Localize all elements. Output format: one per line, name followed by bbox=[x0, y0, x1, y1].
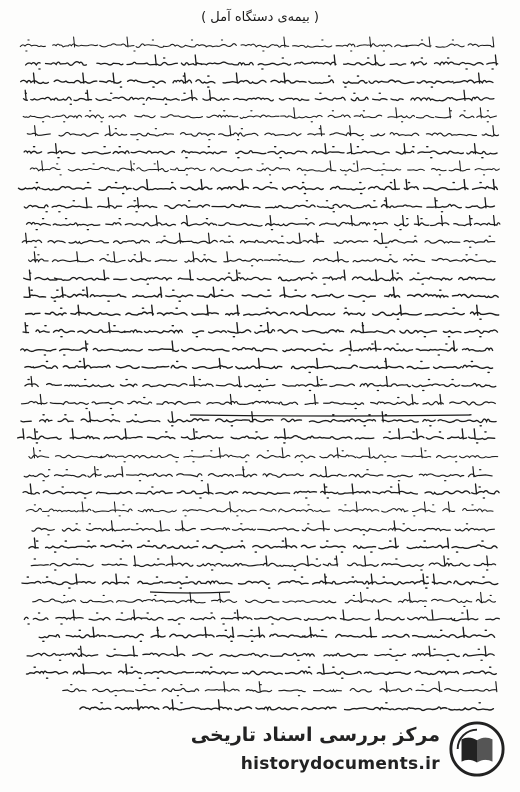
underline-mark bbox=[190, 415, 470, 416]
handwritten-line bbox=[23, 323, 497, 337]
handwritten-line bbox=[30, 161, 499, 175]
handwritten-line bbox=[27, 216, 500, 230]
handwritten-line bbox=[26, 55, 498, 69]
handwritten-stroke bbox=[80, 700, 494, 711]
handwritten-line bbox=[29, 252, 496, 266]
handwritten-stroke bbox=[39, 627, 494, 641]
handwritten-stroke bbox=[31, 556, 495, 570]
handwritten-stroke bbox=[29, 538, 497, 552]
handwritten-stroke bbox=[27, 664, 497, 678]
handwritten-line bbox=[32, 521, 494, 535]
handwritten-stroke bbox=[19, 180, 498, 194]
handwritten-line bbox=[21, 412, 496, 426]
handwritten-stroke bbox=[26, 502, 493, 516]
handwritten-stroke bbox=[24, 144, 497, 158]
handwritten-stroke bbox=[22, 395, 496, 409]
handwritten-line bbox=[23, 484, 499, 498]
handwritten-line bbox=[21, 73, 493, 87]
handwritten-stroke bbox=[20, 37, 494, 51]
handwritten-line bbox=[25, 358, 493, 372]
handwritten-stroke bbox=[27, 126, 498, 140]
handwritten-stroke bbox=[27, 216, 500, 230]
handwritten-line bbox=[24, 270, 495, 284]
handwritten-stroke bbox=[21, 341, 493, 355]
handwritten-stroke bbox=[25, 358, 493, 372]
handwritten-stroke bbox=[29, 252, 496, 266]
handwritten-line bbox=[80, 700, 494, 711]
handwritten-line bbox=[24, 610, 499, 624]
handwritten-stroke bbox=[24, 287, 498, 301]
archive-watermark bbox=[190, 718, 512, 782]
handwritten-stroke bbox=[30, 161, 499, 175]
handwritten-line bbox=[20, 37, 494, 51]
handwritten-stroke bbox=[26, 55, 498, 69]
handwritten-stroke bbox=[23, 108, 496, 122]
handwritten-stroke bbox=[29, 448, 498, 462]
handwritten-stroke bbox=[22, 574, 498, 588]
handwritten-line bbox=[24, 90, 494, 104]
handwritten-line bbox=[24, 287, 498, 301]
handwritten-stroke bbox=[27, 646, 494, 660]
handwritten-stroke bbox=[18, 429, 495, 443]
handwritten-line bbox=[22, 574, 498, 588]
handwritten-stroke bbox=[24, 467, 492, 481]
handwritten-line bbox=[39, 627, 494, 641]
archive-url: historydocuments.ir bbox=[240, 754, 440, 774]
handwritten-line bbox=[27, 646, 494, 660]
archive-name: مرکز بررسی اسناد تاریخی bbox=[190, 724, 440, 746]
document-title: ( بیمه‌ی دستگاه آمل ) bbox=[201, 10, 319, 25]
handwritten-line bbox=[29, 448, 498, 462]
handwritten-stroke bbox=[21, 412, 496, 426]
handwritten-line bbox=[22, 233, 494, 247]
handwritten-line bbox=[23, 108, 496, 122]
handwritten-line bbox=[29, 538, 497, 552]
handwritten-stroke bbox=[24, 270, 495, 284]
book-emblem-icon bbox=[448, 720, 506, 778]
handwritten-stroke bbox=[26, 305, 499, 319]
handwritten-line bbox=[24, 467, 492, 481]
handwritten-line bbox=[25, 377, 496, 391]
handwritten-line bbox=[22, 395, 496, 409]
handwritten-line bbox=[24, 198, 494, 212]
handwritten-stroke bbox=[33, 592, 496, 606]
handwritten-stroke bbox=[24, 90, 494, 104]
handwritten-stroke bbox=[24, 610, 499, 624]
handwritten-line bbox=[27, 126, 498, 140]
handwritten-line bbox=[33, 592, 496, 606]
handwritten-stroke bbox=[32, 521, 494, 535]
handwritten-line bbox=[18, 429, 495, 443]
handwritten-stroke bbox=[22, 233, 494, 247]
handwritten-line bbox=[26, 502, 493, 516]
handwritten-stroke bbox=[23, 484, 499, 498]
handwritten-line bbox=[19, 180, 498, 194]
handwritten-stroke bbox=[21, 73, 493, 87]
handwritten-line bbox=[21, 341, 493, 355]
handwritten-line bbox=[31, 556, 495, 570]
handwritten-stroke bbox=[24, 198, 494, 212]
handwritten-line bbox=[27, 664, 497, 678]
handwritten-line bbox=[63, 682, 497, 696]
handwritten-stroke bbox=[25, 377, 496, 391]
handwritten-stroke bbox=[23, 323, 497, 337]
handwritten-line bbox=[24, 144, 497, 158]
handwritten-line bbox=[26, 305, 499, 319]
handwritten-stroke bbox=[63, 682, 497, 696]
